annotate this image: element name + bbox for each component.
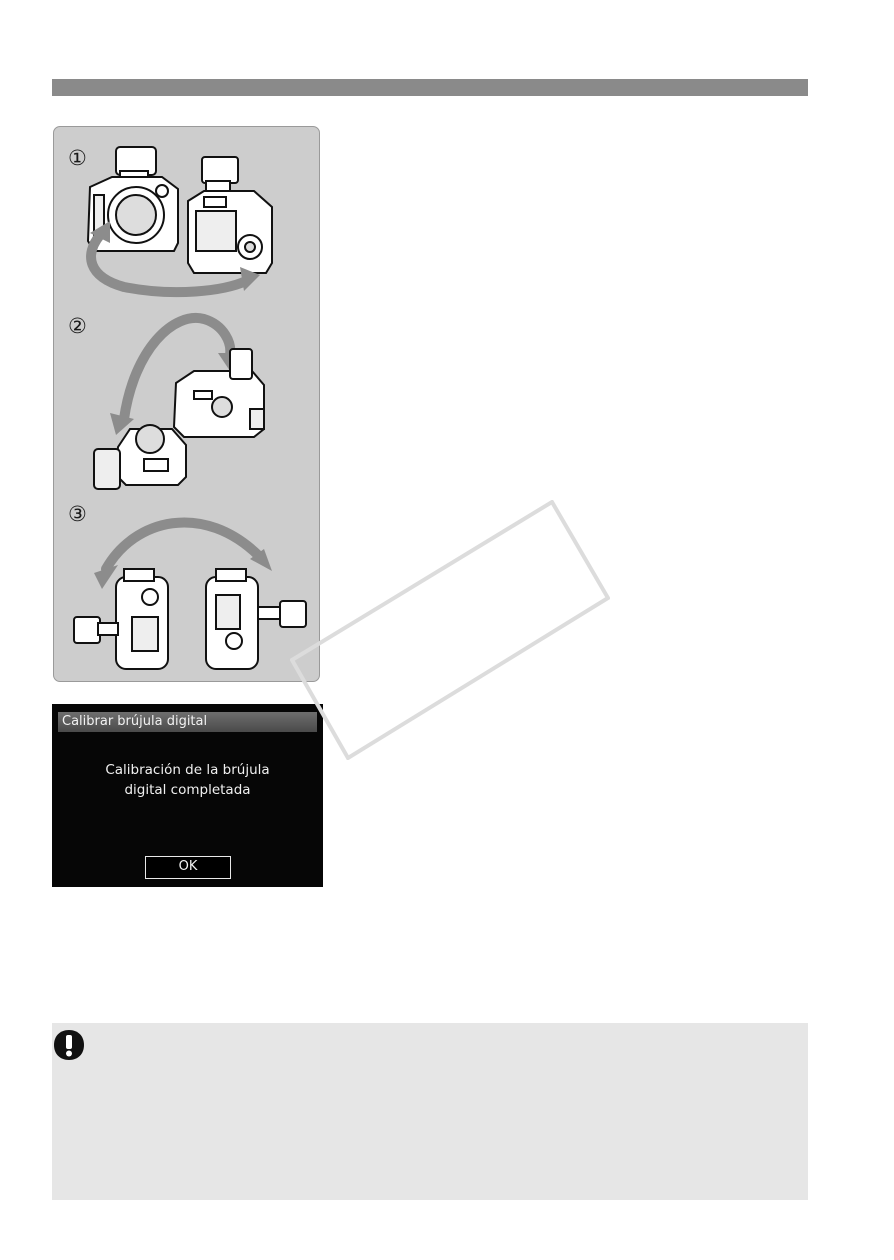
screen-title: Calibrar brújula digital [62, 714, 208, 729]
section-header-bar [52, 79, 808, 96]
step-3-number: ③ [68, 502, 87, 526]
step-2-number: ② [68, 314, 87, 338]
message-line-2: digital completada [124, 782, 251, 798]
camera-bottom-icon [174, 349, 264, 437]
screen-title-bar [58, 712, 317, 732]
ok-button[interactable]: OK [145, 856, 231, 879]
step-1-number: ① [68, 146, 87, 170]
camera-lcd-screen [52, 704, 323, 887]
watermark-frame [290, 500, 610, 760]
caution-panel [52, 1023, 808, 1200]
step-1-illustration [54, 135, 321, 307]
calibration-steps-panel [53, 126, 320, 682]
camera-back-icon [188, 157, 272, 273]
step-2-illustration [54, 309, 321, 499]
step-3-illustration [54, 499, 321, 677]
calibration-complete-message [52, 760, 323, 800]
caution-icon [52, 1028, 86, 1062]
message-line-1: Calibración de la brújula [105, 762, 270, 778]
camera-side-left-icon [74, 569, 168, 669]
camera-top-icon [94, 425, 186, 489]
